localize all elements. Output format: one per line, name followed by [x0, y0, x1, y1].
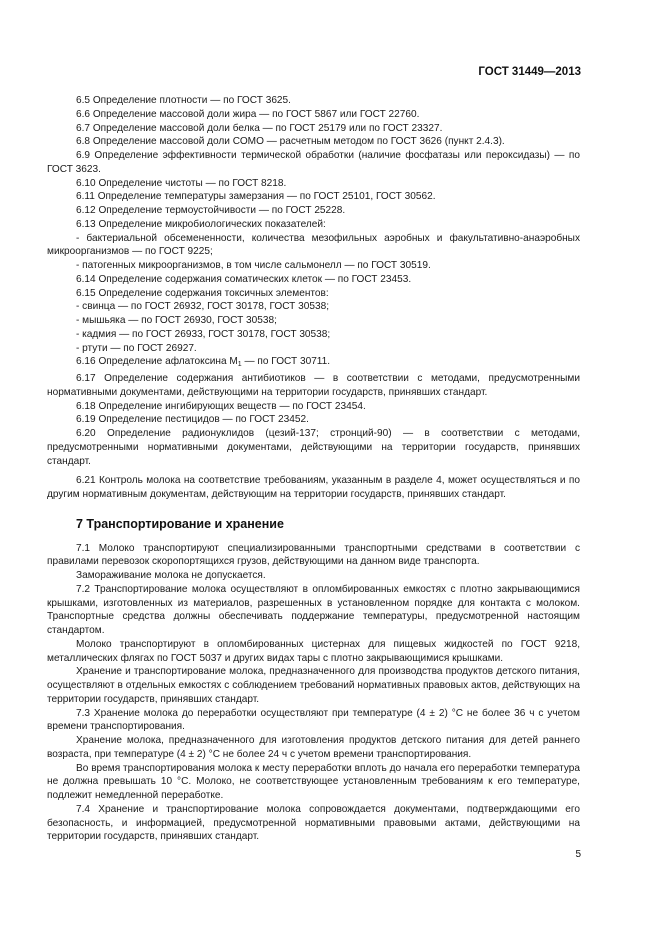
paragraph-6-16 — [47, 355, 580, 372]
paragraph-6-12: 6.12 Определение термоустойчивости — по ГОСТ 25228. — [76, 205, 346, 216]
paragraph-6-20: 6.20 Определение радионуклидов (цезий-137; стронций-90) — в соответствии с методами, предусмотренными нормативными документами, действующими на территории государств, принявших стандарт. — [47, 428, 580, 467]
document-code-header: ГОСТ 31449—2013 — [478, 66, 581, 78]
paragraph-7-2-tanks: Молоко транспортируют в опломбированных цистернах для пищевых жидкостей по ГОСТ 9218, металлических флягах по ГОСТ 5037 и других видах тары с плотно закрывающимися крышками. — [47, 638, 580, 664]
paragraph-6-18: 6.18 Определение ингибирующих веществ — по ГОСТ 23454. — [76, 400, 366, 412]
paragraph-6-8: 6.8 Определение массовой доли СОМО — расчетным методом по ГОСТ 3626 (пункт 2.4.3). — [76, 136, 505, 148]
list-item-lead: - свинца — по ГОСТ 26932, ГОСТ 30178, ГОСТ 30538; — [76, 301, 330, 313]
document-body — [47, 94, 580, 844]
paragraph-6-15: 6.15 Определение содержания токсичных элементов: — [76, 287, 329, 299]
p616-after: — по ГОСТ 30711. — [241, 356, 331, 368]
paragraph-7-3: 7.3 Хранение молока до переработки осуществляют при температуре (4 ± 2) °С не более 36 ч с учетом времени транспортирования. — [47, 707, 580, 733]
paragraph-6-19: 6.19 Определение пестицидов — по ГОСТ 23452. — [76, 414, 309, 426]
paragraph-7-4: 7.4 Хранение и транспортирование молока сопровождается документами, подтверждающими его безопасность, и информацией, предусмотренной нормативными правовыми актами, действующими на территории государств, принявших стандарт. — [47, 803, 580, 843]
paragraph-6-10: 6.10 Определение чистоты — по ГОСТ 8218. — [76, 177, 287, 189]
list-item-mercury: - ртути — по ГОСТ 26927. — [76, 342, 197, 354]
paragraph-6-17: 6.17 Определение содержания антибиотиков — в соответствии с методами, предусмотренными нормативными документами, действующими на территории государств, принявших стандарт. — [47, 373, 580, 398]
paragraph-6-5: 6.5 Определение плотности — по ГОСТ 3625. — [76, 95, 291, 106]
paragraph-6-6: 6.6 Определение массовой доли жира — по ГОСТ 5867 или ГОСТ 22760. — [76, 108, 420, 120]
paragraph-6-11: 6.11 Определение температуры замерзания — по ГОСТ 25101, ГОСТ 30562. — [76, 191, 436, 203]
p616-before: 6.16 Определение афлатоксина М — [76, 356, 238, 368]
paragraph-6-21: 6.21 Контроль молока на соответствие требованиям, указанным в разделе 4, может осуществляться и по другим нормативным документам, действующим на территории государств, принявших стандарт. — [47, 475, 580, 500]
paragraph-6-9: 6.9 Определение эффективности термической обработки (наличие фосфатазы или пероксидазы) — по ГОСТ 3623. — [47, 150, 580, 175]
list-item-bacterial: - бактериальной обсемененности, количества мезофильных аэробных и факультативно-анаэробных микроорганизмов — по ГОСТ 9225; — [47, 232, 580, 258]
page-number: 5 — [575, 849, 581, 860]
list-item-pathogens: - патогенных микроорганизмов, в том числе сальмонелл — по ГОСТ 30519. — [76, 260, 431, 271]
paragraph-6-14: 6.14 Определение содержания соматических клеток — по ГОСТ 23453. — [76, 273, 412, 285]
paragraph-7-2-baby: Хранение и транспортирование молока, предназначенного для производства продуктов детского питания, осуществляют в отдельных емкостях с соблюдением требований нормативных правовых актов, действующих на территории государств, принявших стандарт. — [47, 666, 580, 705]
paragraph-7-1: 7.1 Молоко транспортируют специализированными транспортными средствами в соответствии с правилами перевозок скоропортящихся грузов, действующими на данном виде транспорта. — [47, 542, 580, 568]
list-item-cadmium: - кадмия — по ГОСТ 26933, ГОСТ 30178, ГОСТ 30538; — [76, 328, 331, 340]
paragraph-7-2: 7.2 Транспортирование молока осуществляют в опломбированных емкостях с плотно закрывающимися крышками, изготовленных из материалов, разрешенных в установленном порядке для контакта с молоком. Транспортные средства должны обеспечивать поддержание температуры, предусмотренной настоящим стандартом. — [47, 583, 580, 636]
paragraph-6-7: 6.7 Определение массовой доли белка — по ГОСТ 25179 или по ГОСТ 23327. — [76, 122, 443, 134]
p616-subscript: 1 — [237, 361, 242, 369]
section-7-title: 7 Транспортирование и хранение — [76, 516, 284, 531]
paragraph-6-13: 6.13 Определение микробиологических показателей: — [76, 218, 326, 230]
paragraph-7-1-freeze: Замораживание молока не допускается. — [76, 570, 266, 581]
paragraph-7-3-baby: Хранение молока, предназначенного для изготовления продуктов детского питания для детей раннего возраста, при температуре (4 ± 2) °С не более 24 ч с учетом времени транспортирования. — [47, 735, 580, 760]
list-item-arsenic: - мышьяка — по ГОСТ 26930, ГОСТ 30538; — [76, 315, 277, 326]
paragraph-7-3-temp: Во время транспортирования молока к месту переработки вплоть до начала его переработки температура не должна превышать 10 °С. Молоко, не соответствующее установленным требованиям к его температуре, подлежит немедленной переработке. — [47, 762, 580, 801]
